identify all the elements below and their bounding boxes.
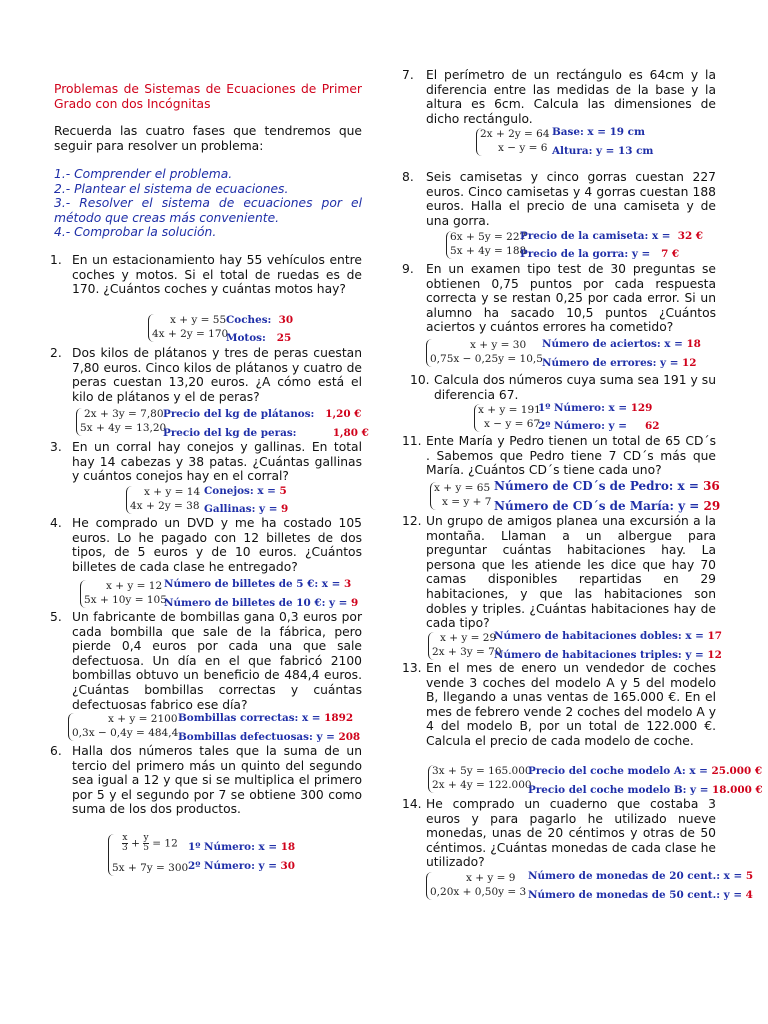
problem-14 — [402, 797, 716, 870]
equation: 4x + 2y = 170 — [152, 328, 229, 340]
equation: x + y = 29 — [440, 632, 497, 644]
equation: x + y = 65 — [434, 482, 491, 494]
answer-line: Base: x = 19 cm — [552, 126, 645, 138]
equation: x + y = 14 — [144, 486, 201, 498]
answer-line: Bombillas correctas: x = 1892 — [178, 712, 354, 724]
problem-text: Un grupo de amigos planea una excursión a la montaña. Llaman a un albergue para preguntar cuántas habitaciones hay. La persona que les atiende les dice que hay 70 camas disponibles repartidas en 29 habitaciones, y que las habitaciones son dobles y triples. ¿Cuántas habitaciones hay de cada tipo? — [426, 514, 716, 631]
equation: 2x + 2y = 64 — [480, 128, 550, 140]
problem-text: Dos kilos de plátanos y tres de peras cuestan 7,80 euros. Cinco kilos de plátanos y cuatro de peras cuestan 13,20 euros. ¿A cómo está el kilo de plátanos y el de peras? — [72, 346, 362, 404]
answer-line: Número de monedas de 20 cent.: x = 5 — [528, 870, 754, 882]
answer-line: Número de billetes de 5 €: x = 3 — [164, 578, 352, 590]
answer-line: 2º Número: y = 30 — [188, 860, 296, 872]
answer-line: Gallinas: y = 9 — [204, 503, 289, 515]
problem-6 — [50, 744, 362, 817]
problem-13 — [402, 661, 716, 749]
problem-1 — [50, 253, 362, 297]
problem-number: 2. — [50, 346, 62, 360]
problem-3 — [50, 440, 362, 484]
equation: x − y = 6 — [498, 142, 548, 154]
problem-9 — [402, 262, 716, 335]
equation: 5x + 4y = 188 — [450, 245, 527, 257]
answer-line: Número de habitaciones dobles: x = 17 — [494, 630, 722, 642]
problem-number: 5. — [50, 610, 62, 624]
equation: $\frac{x}{3}$ + $\frac{y}{5}$ = 12 — [122, 833, 178, 853]
equation: 2x + 4y = 122.000 — [432, 779, 532, 791]
problem-number: 3. — [50, 440, 62, 454]
problem-text: Seis camisetas y cinco gorras cuestan 227 euros. Cinco camisetas y 4 gorras cuestan 188 euros. Halla el precio de una camiseta y de una gorra. — [426, 170, 716, 228]
equation: x + y = 30 — [470, 339, 527, 351]
equation: x + y = 191 — [478, 404, 541, 416]
phase-item: 4.- Comprobar la solución. — [54, 225, 217, 240]
problem-text: Ente María y Pedro tienen un total de 65 CD´s . Sabemos que Pedro tiene 7 CD´s más que María. ¿Cuántos CD´s tiene cada uno? — [426, 434, 716, 478]
phase-item: 1.- Comprender el problema. — [54, 167, 233, 181]
equation: 0,75x − 0,25y = 10,5 — [430, 353, 543, 365]
equation: 0,3x − 0,4y = 484,4 — [72, 727, 179, 739]
problem-number: 10. — [410, 373, 430, 387]
problem-number: 7. — [402, 68, 414, 82]
equation: 2x + 3y = 70 — [432, 646, 502, 658]
problem-5 — [50, 610, 362, 712]
answer-line: Número de aciertos: x = 18 — [542, 338, 701, 350]
phase-item: 3.- Resolver el sistema de ecuaciones por el método que creas más conveniente. — [54, 196, 362, 225]
problem-number: 13. — [402, 661, 422, 675]
problem-number: 8. — [402, 170, 414, 184]
answer-line: Motos: 25 — [226, 332, 292, 344]
problem-2 — [50, 346, 362, 404]
answer-line: Precio del kg de plátanos: 1,20 € — [163, 408, 362, 420]
equation: x + y = 2100 — [108, 713, 178, 725]
answer-line: Conejos: x = 5 — [204, 485, 287, 497]
equation: x = y + 7 — [442, 496, 492, 508]
problem-12 — [402, 514, 716, 631]
equation: 3x + 5y = 165.000 — [432, 765, 532, 777]
problem-4 — [50, 516, 362, 574]
problem-number: 4. — [50, 516, 62, 530]
answer-line: Número de CD´s de María: y = 29 — [494, 499, 721, 513]
phase-item: 2.- Plantear el sistema de ecuaciones. — [54, 181, 289, 196]
problem-number: 1. — [50, 253, 62, 267]
answer-line: Coches: 30 — [226, 314, 294, 326]
answer-line: Número de errores: y = 12 — [542, 357, 697, 369]
answer-line: Precio del coche modelo B: y = 18.000 € — [528, 784, 763, 796]
phases-list — [54, 167, 362, 240]
answer-line: Precio del kg de peras: 1,80 € — [163, 427, 369, 439]
page-title: Problemas de Sistemas de Ecuaciones de Primer Grado con dos Incógnitas — [54, 82, 362, 111]
equation: x + y = 9 — [466, 872, 516, 884]
equation: x + y = 55 — [170, 314, 227, 326]
problem-text: En un examen tipo test de 30 preguntas se obtienen 0,75 puntos por cada respuesta correcta y se restan 0,25 por cada error. Si un alumno ha sacado 10,5 puntos ¿Cuántos aciertos y cuántos errores ha cometido? — [426, 262, 716, 335]
answer-line: Precio de la gorra: y = 7 € — [520, 248, 680, 260]
answer-line: Altura: y = 13 cm — [552, 145, 654, 157]
answer-line: Precio del coche modelo A: x = 25.000 € — [528, 765, 763, 777]
answer-line: Número de billetes de 10 €: y = 9 — [164, 597, 359, 609]
equation: 2x + 3y = 7,80 — [84, 408, 164, 420]
problem-7 — [402, 68, 716, 126]
answer-line: Número de monedas de 50 cent.: y = 4 — [528, 889, 753, 901]
problem-number: 11. — [402, 434, 422, 448]
answer-line: 1º Número: x = 129 — [538, 402, 653, 414]
answer-line: Número de habitaciones triples: y = 12 — [494, 649, 722, 661]
problem-text: He comprado un cuaderno que costaba 3 euros y para pagarlo he utilizado nueve monedas, unas de 20 céntimos y otras de 50 céntimos. ¿Cuántas monedas de cada clase he utilizado? — [426, 797, 716, 870]
problem-text: En un corral hay conejos y gallinas. En total hay 14 cabezas y 38 patas. ¿Cuántas gallinas y cuántos conejos hay en el corral? — [72, 440, 362, 484]
problem-10 — [402, 373, 716, 402]
problem-11 — [402, 434, 716, 478]
answer-line: Bombillas defectuosas: y = 208 — [178, 731, 361, 743]
problem-number: 6. — [50, 744, 62, 758]
problem-number: 9. — [402, 262, 414, 276]
problem-number: 14. — [402, 797, 422, 811]
problem-text: En el mes de enero un vendedor de coches vende 3 coches del modelo A y 5 del modelo B, llegando a unas ventas de 165.000 €. En el mes de febrero vende 2 coches del modelo A y 4 del modelo B, por un total de 122.000 €. Calcula el precio de cada modelo de coche. — [426, 661, 716, 748]
answer-line: 2º Número: y = 62 — [538, 420, 660, 432]
equation: 6x + 5y = 227 — [450, 231, 527, 243]
problem-number: 12. — [402, 514, 422, 528]
answer-line: 1º Número: x = 18 — [188, 841, 296, 853]
problem-text: En un estacionamiento hay 55 vehículos entre coches y motos. Si el total de ruedas es de 170. ¿Cuántos coches y cuántas motos hay? — [72, 253, 362, 297]
equation: x + y = 12 — [106, 580, 163, 592]
problem-text: Calcula dos números cuya suma sea 191 y su diferencia 67. — [434, 373, 716, 402]
problem-text: Un fabricante de bombillas gana 0,3 euros por cada bombilla que sale de la fábrica, pero pierde 0,4 euros por cada una que sale defectuosa. Un día en el que fabricó 2100 bombillas obtuvo un beneficio de 484,4 euros. ¿Cuántas bombillas correctas y cuántas defectuosas fabrico ese día? — [72, 610, 362, 712]
equation: 5x + 7y = 300 — [112, 862, 189, 874]
equation: 5x + 4y = 13,20 — [80, 422, 167, 434]
answer-line: Número de CD´s de Pedro: x = 36 — [494, 479, 720, 493]
equation: 5x + 10y = 105 — [84, 594, 167, 606]
equation: 4x + 2y = 38 — [130, 500, 200, 512]
problem-text: He comprado un DVD y me ha costado 105 euros. Lo he pagado con 12 billetes de dos tipos, de 5 euros y de 10 euros. ¿Cuántos billetes de cada clase he entregado? — [72, 516, 362, 574]
answer-line: Precio de la camiseta: x = 32 € — [520, 230, 704, 242]
equation: 0,20x + 0,50y = 3 — [430, 886, 527, 898]
intro-text: Recuerda las cuatro fases que tendremos que seguir para resolver un problema: — [54, 124, 362, 153]
problem-text: Halla dos números tales que la suma de un tercio del primero más un quinto del segundo sea igual a 12 y que si se multiplica el primero por 5 y el segundo por 7 se obtiene 300 como suma de los dos productos. — [72, 744, 362, 817]
problem-8 — [402, 170, 716, 228]
problem-text: El perímetro de un rectángulo es 64cm y la diferencia entre las medidas de la base y la altura es 6cm. Calcula las dimensiones de dicho rectángulo. — [426, 68, 716, 126]
equation: x − y = 67 — [484, 418, 541, 430]
